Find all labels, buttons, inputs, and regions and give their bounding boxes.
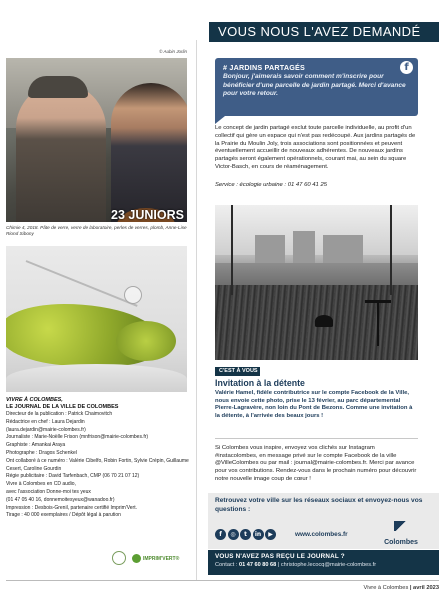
- colombes-logo-mark: [394, 521, 408, 531]
- masthead-line: Directeur de la publication : Patrick Chaimovitch: [6, 411, 113, 417]
- contact-phone[interactable]: 01 47 60 80 68: [238, 562, 277, 568]
- colombes-logo-name: Colombes: [384, 539, 418, 546]
- question-bubble: [215, 58, 418, 116]
- masthead-title: [6, 397, 190, 411]
- building: [293, 231, 315, 263]
- masthead-title-italic: VIVRE À COLOMBES,: [6, 397, 63, 403]
- park-photo: [215, 205, 418, 360]
- story-title: Invitation à la détente: [215, 378, 305, 388]
- footer-rule: [6, 580, 439, 581]
- photo-credit: © Aubin Jorlin: [159, 49, 187, 54]
- masthead-line: Tirage : 40 000 exemplaires / Dépôt légal à parution: [6, 512, 121, 519]
- imprimvert-logo: IMPRIM'VERT®: [132, 553, 188, 565]
- social-box: [208, 493, 439, 549]
- glass-bowl: [6, 364, 187, 392]
- glass-artwork-photo: [6, 246, 187, 392]
- instagram-icon[interactable]: ◎: [228, 529, 239, 540]
- social-icons: [215, 529, 278, 541]
- table-leg: [377, 301, 379, 346]
- masthead-line: Rédactrice en chef : Laura Dejardin: [6, 418, 85, 425]
- footer-publication: Vivre à Colombes: [363, 585, 409, 591]
- page-footer: [298, 585, 439, 591]
- journal-contact: [215, 561, 432, 570]
- masthead-line: avec l'association Donne-moi tes yeux: [6, 488, 91, 495]
- print-logos: [112, 551, 190, 567]
- masthead-line: Vivre à Colombes en CD audio,: [6, 481, 76, 488]
- colombes-logo: [371, 521, 431, 545]
- masthead-line: (laura.dejardin@mairie-colombes.fr): [6, 426, 86, 433]
- juniors-photo: [6, 58, 187, 222]
- masthead-line: Journaliste : Marie-Noëlle Frison (mnfrison@mairie-colombes.fr): [6, 434, 149, 441]
- masthead-line: Régie publicitaire : David Tarfenbach, CMP (06 70 21 07 12): [6, 473, 140, 480]
- artwork-caption: Chimie 4, 2018. Pâte de verre, verre de laboratoire, perles de verres, plomb, Anne-Lise Riond Sibony: [6, 225, 187, 236]
- juniors-label: 23 JUNIORS: [111, 208, 184, 222]
- question-title: # JARDINS PARTAGÉS: [223, 63, 306, 72]
- photo-sky: [215, 205, 418, 255]
- column-divider: [196, 40, 197, 580]
- section-header: VOUS NOUS L'AVEZ DEMANDÉ: [209, 22, 439, 42]
- masthead-line: Photographe : Dragos Schenkel: [6, 449, 77, 456]
- recycling-logo: [112, 551, 126, 565]
- tree: [390, 205, 392, 295]
- green-glass-mass: [116, 321, 176, 361]
- question-text: Bonjour, j'aimerais savoir comment m'inscrire pour bénéficier d'une parcelle de jardin partagé. Merci d'avance pour votre retour.: [223, 73, 406, 98]
- contribution-invite: Si Colombes vous inspire, envoyez vos clichés sur Instagram #instacolombes, en message privé sur le compte Facebook de la ville @VilleColombes ou par mail : journal@mairie-colombes.fr. Merci par avance pour vos contributions. Rendez-vous dans le prochain numéro pour découvrir notre nouvelle image coup de cœur !: [215, 445, 417, 482]
- contact-label: Contact :: [215, 562, 238, 568]
- website-link[interactable]: www.colombes.fr: [295, 531, 348, 538]
- tree: [231, 205, 233, 295]
- glass-tube: [26, 260, 138, 307]
- answer-service: Service : écologie urbaine : 01 47 60 41 25: [215, 182, 327, 188]
- contact-email[interactable]: | christophe.lecocq@mairie-colombes.fr: [277, 562, 377, 568]
- masthead: [6, 397, 190, 520]
- person-right: [111, 83, 187, 222]
- linkedin-icon[interactable]: in: [253, 529, 264, 540]
- masthead-title-main: LE JOURNAL DE LA VILLE DE COLOMBES: [6, 404, 119, 410]
- chair: [315, 315, 333, 327]
- twitter-icon[interactable]: t: [240, 529, 251, 540]
- masthead-line: (01 47 05 40 16, donnemoitesyeux@wanadoo.fr): [6, 496, 115, 503]
- social-title: Retrouvez votre ville sur les réseaux sociaux et envoyez-nous vos questions :: [215, 497, 423, 513]
- masthead-line: Graphiste : Amankai Araya: [6, 442, 66, 449]
- building: [255, 235, 285, 263]
- youtube-icon[interactable]: ▶: [265, 529, 276, 540]
- building: [323, 235, 363, 263]
- glass-bulb: [124, 286, 142, 304]
- person-left: [16, 83, 106, 222]
- journal-title: VOUS N'AVEZ PAS REÇU LE JOURNAL ?: [215, 553, 345, 560]
- footer-issue: | avril 2023: [409, 585, 439, 591]
- masthead-line: Impression : Desbois-Grenil, partenaire certifié Imprim'Vert.: [6, 504, 137, 511]
- facebook-icon[interactable]: f: [400, 61, 413, 74]
- masthead-contributors: Ont collaboré à ce numéro : Valérie Cibelfo, Robin Fortin, Sylvie Crépin, Guillaume Cesert, Caroline Gourdin: [6, 457, 189, 472]
- answer-text: Le concept de jardin partagé exclut toute parcelle individuelle, au profit d'un collectif qui gère un espace qui n'est pas redécoupé. Aux jardins partagés de la Prairie du Moulin Joly, trois associations sont positionnées et peuvent éventuellement accueillir de nouveaux adhérentes. De nouveaux jardins partagés seront également opérationnels, courant mai, au sein du square Victor-Basch, en cours de réaménagement.: [215, 125, 416, 170]
- cap: [28, 76, 88, 98]
- divider: [215, 438, 418, 439]
- section-badge: C'EST À VOUS: [215, 367, 260, 376]
- journal-box: [208, 550, 439, 575]
- facebook-icon[interactable]: f: [215, 529, 226, 540]
- story-text: Valérie Hamel, fidèle contributrice sur le compte Facebook de la Ville, nous envoie cette photo, prise le 13 février, au parc départemental Pierre-Lagravère, non loin du Pont de Bezons. Comme une invitation à la détente, à l'arrivée des beaux jours !: [215, 390, 413, 420]
